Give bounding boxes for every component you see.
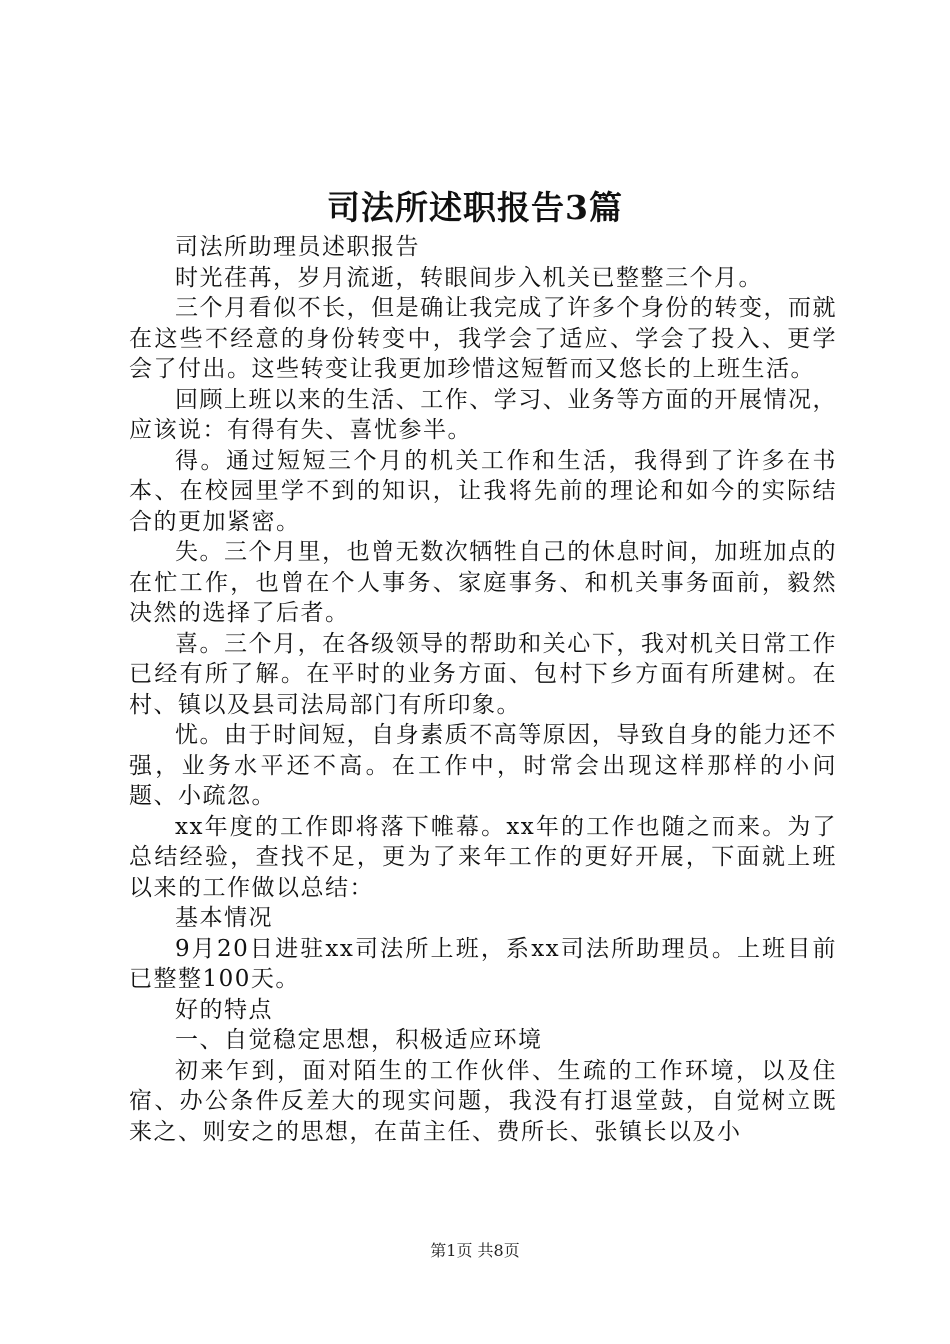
paragraph: 失。三个月里，也曾无数次牺牲自己的休息时间，加班加点的在忙工作，也曾在个人事务、家庭事务、和机关事务面前，毅然决然的选择了后者。: [129, 539, 837, 626]
paragraph: 三个月看似不长，但是确让我完成了许多个身份的转变，而就在这些不经意的身份转变中，我学会了适应、学会了投入、更学会了付出。这些转变让我更加珍惜这短暂而又悠长的上班生活。: [129, 295, 837, 382]
subsection-heading: 一、自觉稳定思想，积极适应环境: [175, 1027, 543, 1053]
document-title: 司法所述职报告3篇: [327, 188, 623, 227]
paragraph: xx年度的工作即将落下帷幕。xx年的工作也随之而来。为了总结经验，查找不足，更为了来年工作的更好开展，下面就上班以来的工作做以总结：: [129, 813, 837, 901]
paragraph: 得。通过短短三个月的机关工作和生活，我得到了许多在书本、在校园里学不到的知识，让我将先前的理论和如今的实际结合的更加紧密。: [129, 447, 837, 535]
section-heading: 基本情况: [175, 905, 273, 931]
document-body: [129, 232, 837, 1147]
section-heading: 好的特点: [175, 996, 273, 1023]
page-footer: 第1页 共8页: [430, 1241, 520, 1260]
paragraph: 初来乍到，面对陌生的工作伙伴、生疏的工作环境，以及住宿、办公条件反差大的现实问题，我没有打退堂鼓，自觉树立既来之、则安之的思想，在苗主任、费所长、张镇长以及小: [129, 1057, 837, 1145]
paragraph: 忧。由于时间短，自身素质不高等原因，导致自身的能力还不强，业务水平还不高。在工作中，时常会出现这样那样的小问题、小疏忽。: [129, 722, 837, 809]
paragraph: 9月20日进驻xx司法所上班，系xx司法所助理员。上班目前已整整100天。: [129, 935, 837, 992]
paragraph: 回顾上班以来的生活、工作、学习、业务等方面的开展情况，应该说：有得有失、喜忧参半。: [129, 386, 837, 443]
paragraph-subtitle: 司法所助理员述职报告: [175, 234, 420, 260]
paragraph: 喜。三个月，在各级领导的帮助和关心下，我对机关日常工作已经有所了解。在平时的业务方面、包村下乡方面有所建树。在村、镇以及县司法局部门有所印象。: [129, 630, 837, 718]
paragraph-opening: 时光荏苒，岁月流逝，转眼间步入机关已整整三个月。: [175, 264, 763, 291]
